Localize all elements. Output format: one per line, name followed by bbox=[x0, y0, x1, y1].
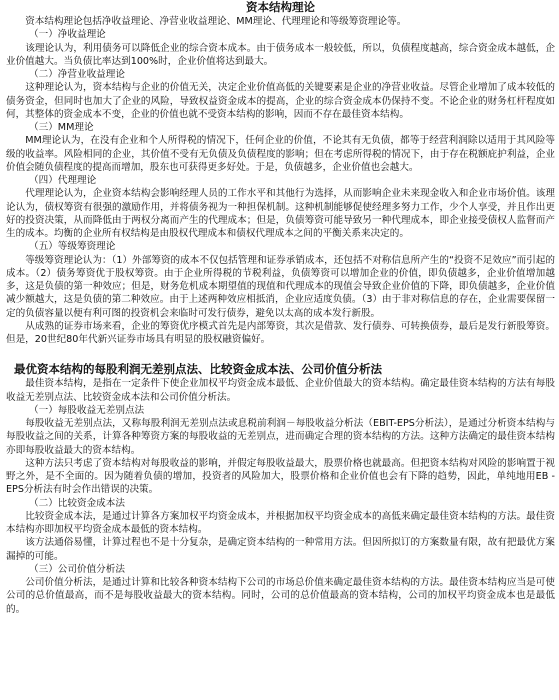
s1-heading-net-operating-income: （二）净营业收益理论 bbox=[29, 69, 125, 80]
s2-heading-eps-indifference: （一）每股收益无差别点法 bbox=[29, 404, 145, 416]
s1-paragraph: 该理论认为，利用债务可以降低企业的综合资本成本。由于债务成本一般较低，所以，负债程度越高，综合资金成本越低，企业价值越大。当负债比率达到100%时，企业价值将达到最大。 bbox=[6, 42, 555, 67]
s2-heading-cost-comparison: （二）比较资金成本法 bbox=[29, 497, 125, 509]
s1-heading-mm: （三）MM理论 bbox=[29, 122, 94, 133]
s2-intro-paragraph: 最佳资本结构，是指在一定条件下使企业加权平均资金成本最低、企业价值最大的资本结构。确定最佳资本结构的方法有每股收益无差别点法、比较资金成本法和公司价值分析法。 bbox=[6, 378, 555, 403]
s2-paragraph: 公司价值分析法，是通过计算和比较各种资本结构下公司的市场总价值来确定最佳资本结构的方法。最佳资本结构应当是可使公司的总价值最高，而不是每股收益最大的资本结构。同时，公司的总价值最高的资本结构，公司的加权平均资金成本也是最低的。 bbox=[6, 577, 555, 615]
section1-title: 资本结构理论 bbox=[246, 0, 315, 14]
s2-paragraph: 每股收益无差别点法，又称每股利润无差别点法或息税前利润－每股收益分析法（EBIT-EPS分析法），是通过分析资本结构与每股收益之间的关系，计算各种筹资方案的每股收益的无差别点，进而确定合理的资本结构的方法。这种方法确定的最佳资本结构亦即每股收益最大的资本结构。 bbox=[6, 418, 555, 456]
section2-body bbox=[6, 377, 555, 616]
s2-paragraph: 比较资金成本法，是通过计算各方案加权平均资金成本，并根据加权平均资金成本的高低来确定最佳资本结构的方法。最佳资本结构亦即加权平均资金成本最低的资本结构。 bbox=[6, 510, 555, 535]
section1-body bbox=[6, 15, 555, 346]
s1-paragraph: 代理理论认为，企业资本结构会影响经理人员的工作水平和其他行为选择，从而影响企业未来现金收入和企业市场价值。该理论认为，债权筹资有很强的激励作用，并将债务视为一种担保机制。这种机制能够促使经理多努力工作，少个人享受，并且作出更好的投资决策，从而降低由于两权分离而产生的代理成本；但是，负债筹资可能导致另一种代理成本，即企业接受债权人监督而产生的成本。均衡的企业所有权结构是由股权代理成本和债权代理成本之间的平衡关系来决定的。 bbox=[6, 188, 555, 239]
s2-heading-firm-value: （三）公司价值分析法 bbox=[29, 563, 125, 575]
s2-paragraph: 该方法通俗易懂，计算过程也不是十分复杂，是确定资本结构的一种常用方法。但因所拟订的方案数量有限，故有把最优方案漏掉的可能。 bbox=[6, 537, 555, 562]
s1-heading-pecking-order: （五）等级筹资理论 bbox=[29, 241, 116, 253]
s1-intro-paragraph: 资本结构理论包括净收益理论、净营业收益理论、MM理论、代理理论和等级筹资理论等。 bbox=[25, 16, 407, 27]
s2-paragraph: 这种方法只考虑了资本结构对每股收益的影响，并假定每股收益最大，股票价格也就最高。但把资本结构对风险的影响置于视野之外，是不全面的。因为随着负债的增加，投资者的风险加大，股票价格和企业价值也会有下降的趋势，因此，单纯地用EB -EPS分析法有时会作出错误的决策。 bbox=[6, 457, 555, 496]
s1-paragraph: 从成熟的证券市场来看，企业的筹资优序模式首先是内部筹资，其次是借款、发行债券、可转换债券，最后是发行新股筹资。但是，20世纪80年代新兴证券市场具有明显的股权融资偏好。 bbox=[6, 320, 555, 345]
s1-heading-agency: （四）代理理论 bbox=[29, 175, 97, 186]
s1-paragraph: 这种理论认为，资本结构与企业的价值无关，决定企业价值高低的关键要素是企业的净营业收益。尽管企业增加了成本较低的债务资金，但同时也加大了企业的风险，导致权益资金成本的提高，企业的综合资金成本仍保持不变。不论企业的财务杠杆程度如何，其整体的资金成本不变，企业的价值也就不受资本结构的影响，因而不存在最佳资本结构。 bbox=[6, 82, 555, 120]
s1-heading-net-income: （一）净收益理论 bbox=[29, 29, 106, 41]
s1-paragraph: MM理论认为，在没有企业和个人所得税的情况下，任何企业的价值，不论其有无负债，都等于经营利润除以适用于其风险等级的收益率。风险相同的企业，其价值不受有无负债及负债程度的影响；但在考虑所得税的情况下，由于存在税额庇护利益，企业价值会随负债程度的提高而增加，股东也可获得更多好处。于是，负债越多，企业价值也会越大。 bbox=[6, 135, 555, 173]
section2-title: 最优资本结构的每股利润无差别点法、比较资金成本法、公司价值分析法 bbox=[14, 362, 382, 377]
s1-paragraph: 等级筹资理论认为：（1）外部筹资的成本不仅包括管理和证券承销成本，还包括不对称信息所产生的“投资不足效应”而引起的成本。（2）债务筹资优于股权筹资。由于企业所得税的节税利益，负债筹资可以增加企业的价值，即负债越多，企业价值增加越多，这是负债的第一种效应；但是，财务危机成本期望值的现值和代理成本的现值会导致企业价值的下降，即负债越多，企业价值减少额越大，这是负债的第二种效应。由于上述两种效应相抵消，企业应适度负债。（3）由于非对称信息的存在，企业需要保留一定的负债容量以便有利可图的投资机会来临时可发行债券，避免以太高的成本发行新股。 bbox=[6, 254, 555, 319]
